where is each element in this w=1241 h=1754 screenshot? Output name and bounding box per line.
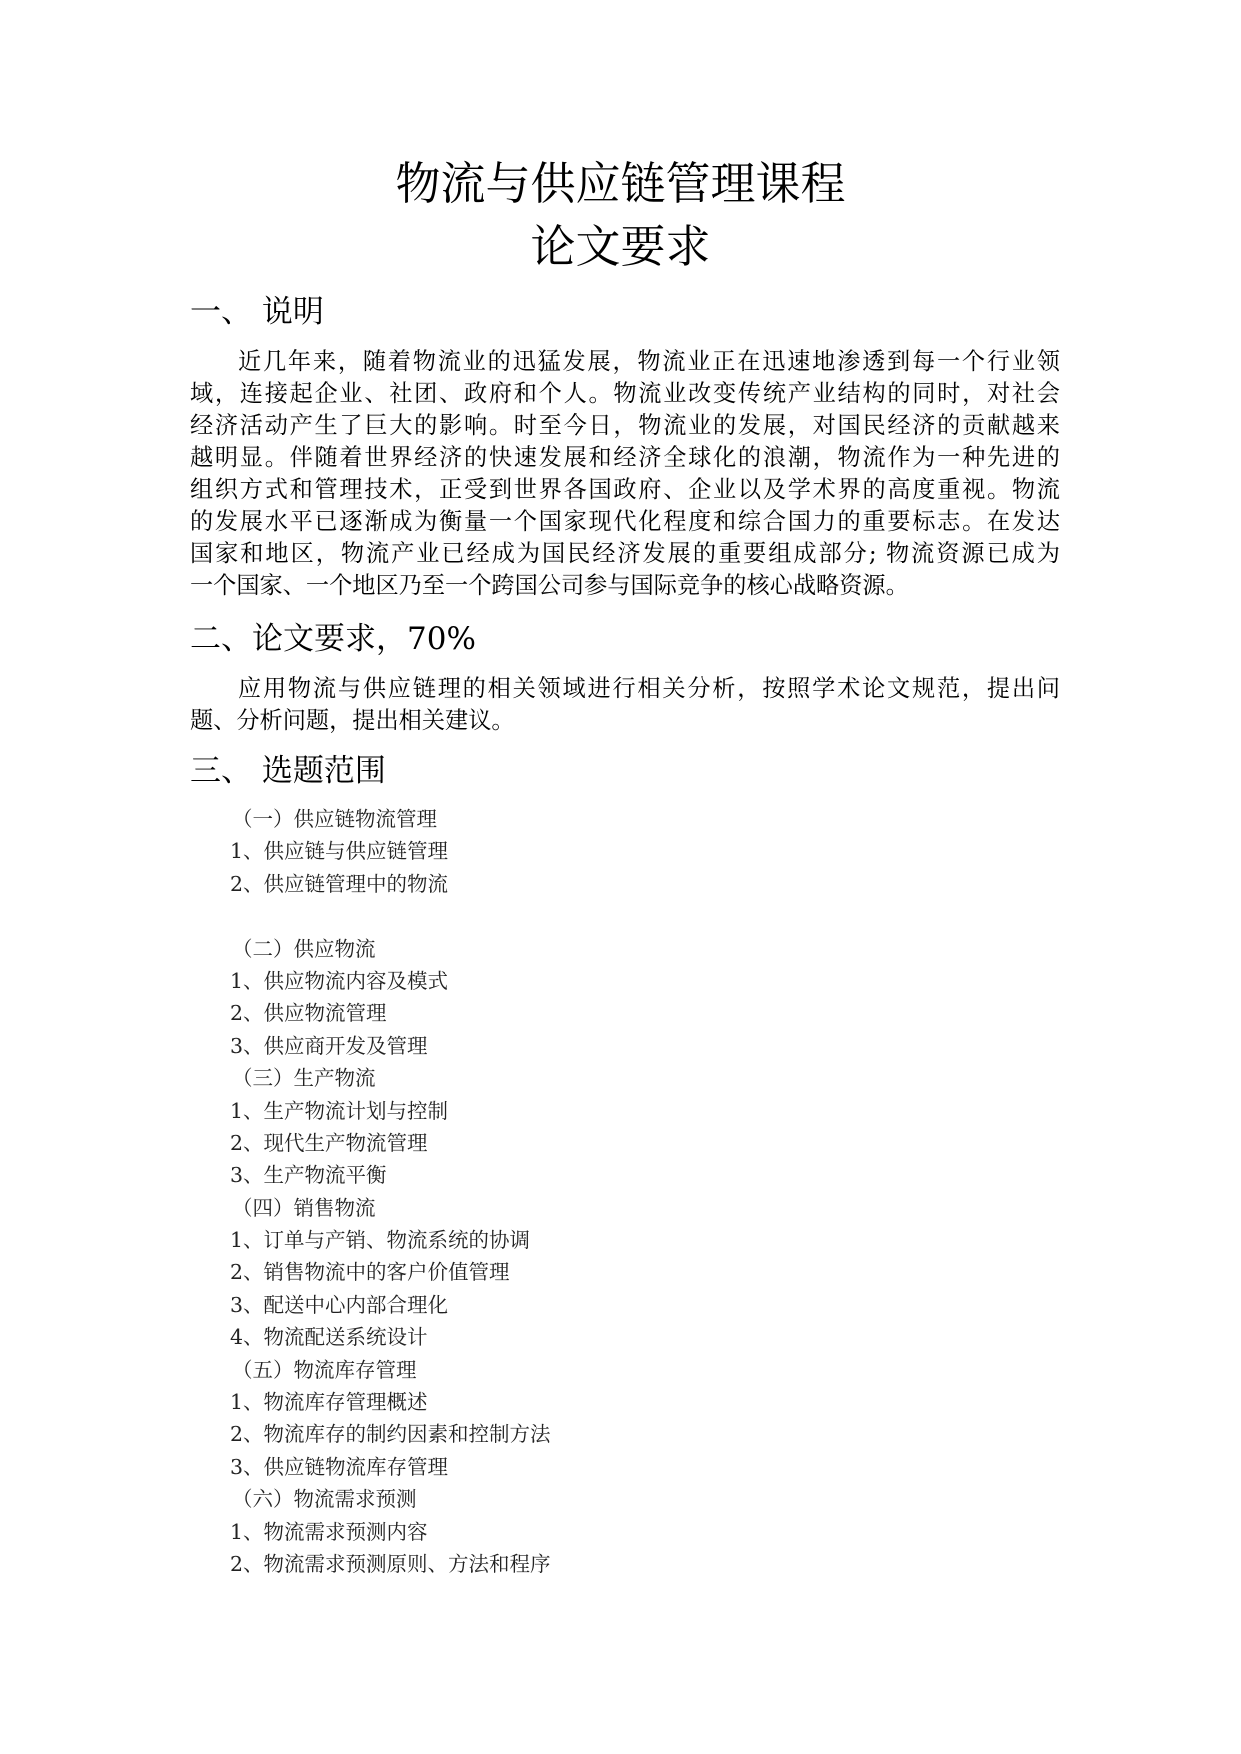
topic-item: 2、供应物流管理 xyxy=(230,1001,387,1026)
paragraph-line: 域，连接起企业、社团、政府和个人。物流业改变传统产业结构的同时，对社会 xyxy=(190,380,1060,407)
paragraph-line: 的发展水平已逐渐成为衡量一个国家现代化程度和综合国力的重要标志。在发达 xyxy=(190,508,1060,535)
paragraph-line: 经济活动产生了巨大的影响。时至今日，物流业的发展，对国民经济的贡献越来 xyxy=(190,412,1060,439)
section-3-heading: 三、 选题范围 xyxy=(190,753,386,789)
topic-item: 3、供应商开发及管理 xyxy=(230,1033,428,1058)
document-title-line-1: 物流与供应链管理课程 xyxy=(395,157,846,210)
topic-category: （六）物流需求预测 xyxy=(232,1487,417,1512)
topic-item: 2、物流需求预测原则、方法和程序 xyxy=(230,1551,551,1576)
paragraph-line: 题、分析问题，提出相关建议。 xyxy=(190,707,515,734)
topic-item: 2、现代生产物流管理 xyxy=(230,1130,428,1155)
paragraph-line: 组织方式和管理技术，正受到世界各国政府、企业以及学术界的高度重视。物流 xyxy=(190,476,1060,503)
blank-line xyxy=(230,900,551,932)
topic-item: 2、销售物流中的客户价值管理 xyxy=(230,1260,510,1285)
section-2-heading: 二、论文要求，70% xyxy=(190,621,476,657)
topic-item: 1、订单与产销、物流系统的协调 xyxy=(230,1228,531,1253)
topic-item: 1、供应链与供应链管理 xyxy=(230,839,449,864)
topic-item: 4、物流配送系统设计 xyxy=(230,1325,428,1350)
topic-category: （五）物流库存管理 xyxy=(232,1357,417,1382)
topic-item: 3、配送中心内部合理化 xyxy=(230,1292,449,1317)
topic-item: 3、生产物流平衡 xyxy=(230,1163,387,1188)
paragraph-line: 国家和地区，物流产业已经成为国民经济发展的重要组成部分; 物流资源已成为 xyxy=(190,540,1060,567)
section-2-paragraph xyxy=(190,673,1060,737)
topic-category: （三）生产物流 xyxy=(232,1066,376,1091)
topic-category: （四）销售物流 xyxy=(232,1195,376,1220)
topic-item: 1、生产物流计划与控制 xyxy=(230,1098,449,1123)
topic-category: （一）供应链物流管理 xyxy=(232,807,437,831)
paragraph-line: 越明显。伴随着世界经济的快速发展和经济全球化的浪潮，物流作为一种先进的 xyxy=(190,444,1060,471)
paragraph-line: 应用物流与供应链理的相关领域进行相关分析，按照学术论文规范，提出问 xyxy=(238,675,1060,702)
paragraph-line: 一个国家、一个地区乃至一个跨国公司参与国际竞争的核心战略资源。 xyxy=(190,572,909,599)
topic-item: 1、供应物流内容及模式 xyxy=(230,968,449,993)
section-1-heading: 一、 说明 xyxy=(190,294,324,330)
topic-item: 2、供应链管理中的物流 xyxy=(230,871,449,896)
topic-item: 2、物流库存的制约因素和控制方法 xyxy=(230,1422,551,1447)
topic-item: 1、物流库存管理概述 xyxy=(230,1390,428,1415)
topic-list xyxy=(230,803,551,1580)
topic-item: 1、物流需求预测内容 xyxy=(230,1519,428,1544)
section-1-paragraph xyxy=(190,346,1060,602)
topic-category: （二）供应物流 xyxy=(232,936,376,961)
document-title-line-2: 论文要求 xyxy=(530,220,711,273)
topic-item: 3、供应链物流库存管理 xyxy=(230,1454,449,1479)
paragraph-line: 近几年来，随着物流业的迅猛发展，物流业正在迅速地渗透到每一个行业领 xyxy=(238,348,1060,375)
